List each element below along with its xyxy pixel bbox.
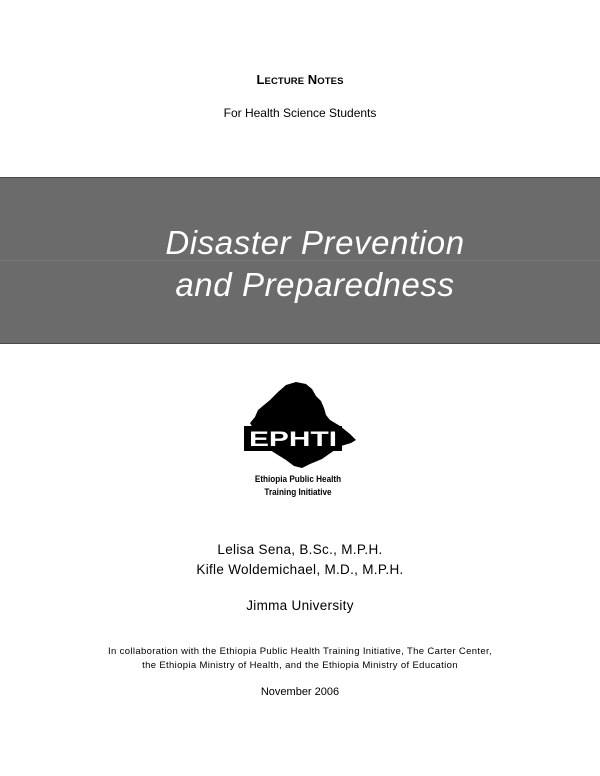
logo-caption-line-2: Training Initiative [264,487,332,498]
author-2: Kifle Woldemichael, M.D., M.P.H. [196,562,404,577]
logo-acronym: EPHTI [249,428,337,451]
logo-map-shape [250,382,356,468]
collaboration-note [0,645,600,673]
logo-caption-line-1: Ethiopia Public Health [254,474,342,485]
series-second-rest: OTES [317,76,344,87]
author-list [0,540,600,580]
series-label [0,72,600,87]
title-band [0,177,600,344]
logo-caption [238,473,358,499]
author-1: Lelisa Sena, B.Sc., M.P.H. [217,542,383,557]
collaboration-line-2: the Ethiopia Ministry of Health, and the Ethiopia Ministry of Education [142,660,458,671]
audience-subtitle: For Health Science Students [223,106,377,120]
publication-date: November 2006 [260,686,340,698]
ethiopia-map-icon [240,380,360,475]
series-first-rest: ECTURE [264,76,305,87]
title-line-2: and Preparedness [175,266,455,303]
institution: Jimma University [246,598,354,613]
series-second-initial: N [307,72,318,87]
series-first-initial: L [256,72,265,87]
title-line-1: Disaster Prevention [165,224,465,261]
collaboration-line-1: In collaboration with the Ethiopia Public Health Training Initiative, The Carter Center, [108,646,492,657]
document-title [0,222,600,306]
